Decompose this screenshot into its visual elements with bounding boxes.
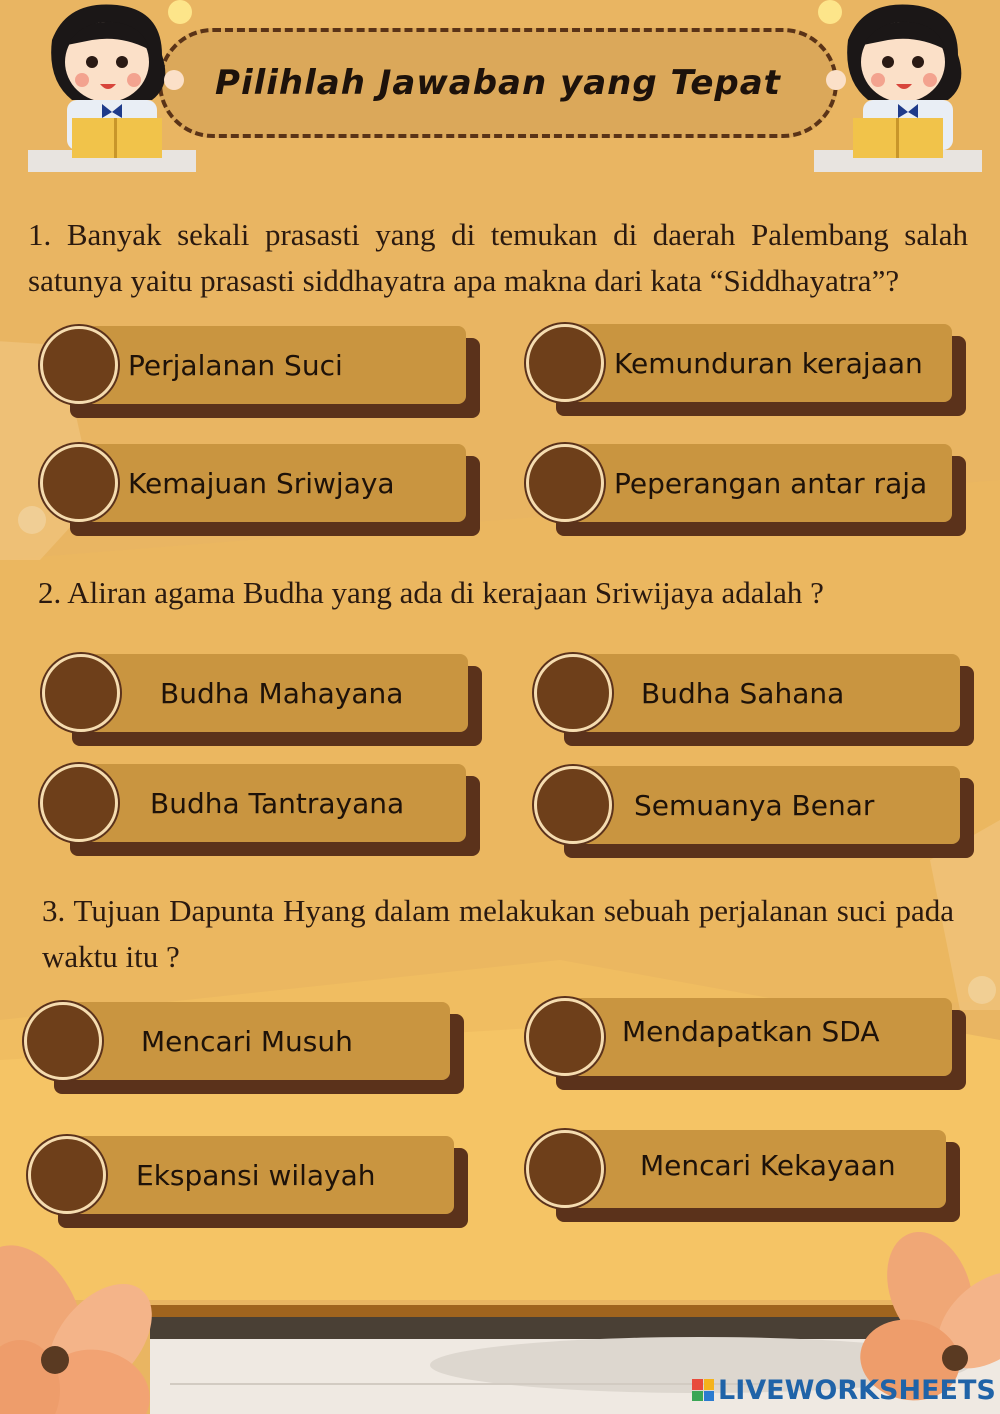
radio-button[interactable] [42, 654, 120, 732]
radio-button[interactable] [526, 324, 604, 402]
option-label: Ekspansi wilayah [136, 1158, 376, 1192]
girl-reading-left-icon [22, 0, 202, 175]
radio-button[interactable] [24, 1002, 102, 1080]
q1-option-d[interactable] [526, 444, 966, 536]
radio-button[interactable] [534, 766, 612, 844]
liveworksheets-icon [692, 1379, 714, 1401]
option-label: Budha Mahayana [160, 676, 404, 710]
option-label: Mencari Musuh [141, 1024, 353, 1058]
option-label: Kemajuan Sriwjaya [128, 466, 395, 500]
q1-option-a[interactable] [40, 326, 480, 418]
brand-name: LIVEWORKSHEETS [718, 1374, 996, 1406]
option-label: Mendapatkan SDA [622, 1014, 880, 1048]
option-label: Semuanya Benar [634, 788, 875, 822]
q2-option-c[interactable] [40, 764, 480, 856]
option-label: Kemunduran kerajaan [614, 346, 923, 380]
q1-option-b[interactable] [526, 324, 966, 416]
radio-button[interactable] [28, 1136, 106, 1214]
liveworksheets-logo[interactable] [692, 1372, 996, 1408]
q3-option-b[interactable] [526, 998, 966, 1090]
radio-button[interactable] [526, 444, 604, 522]
radio-button[interactable] [40, 444, 118, 522]
radio-button[interactable] [40, 764, 118, 842]
girl-reading-right-icon [808, 0, 988, 175]
question-3-text: 3. Tujuan Dapunta Hyang dalam melakukan sebuah perjalanan suci pada waktu itu ? [42, 893, 954, 974]
option-label: Mencari Kekayaan [640, 1148, 896, 1182]
question-1-text: 1. Banyak sekali prasasti yang di temukan di daerah Palembang salah satunya yaitu prasasti siddhayatra apa makna dari kata “Siddhayatra”? [28, 217, 968, 298]
q2-option-a[interactable] [42, 654, 482, 746]
option-label: Perjalanan Suci [128, 348, 343, 382]
q3-option-c[interactable] [28, 1136, 468, 1228]
q1-option-c[interactable] [40, 444, 480, 536]
q3-option-a[interactable] [24, 1002, 464, 1094]
radio-button[interactable] [526, 1130, 604, 1208]
option-label: Peperangan antar raja [614, 466, 928, 500]
option-label: Budha Sahana [641, 676, 845, 710]
q2-option-d[interactable] [534, 766, 974, 858]
q2-option-b[interactable] [534, 654, 974, 746]
question-2-text: 2. Aliran agama Budha yang ada di kerajaan Sriwijaya adalah ? [38, 575, 824, 610]
page-title: Pilihlah Jawaban yang Tepat [215, 63, 781, 103]
option-label: Budha Tantrayana [150, 786, 405, 820]
q3-option-d[interactable] [526, 1130, 960, 1222]
radio-button[interactable] [40, 326, 118, 404]
radio-button[interactable] [534, 654, 612, 732]
radio-button[interactable] [526, 998, 604, 1076]
